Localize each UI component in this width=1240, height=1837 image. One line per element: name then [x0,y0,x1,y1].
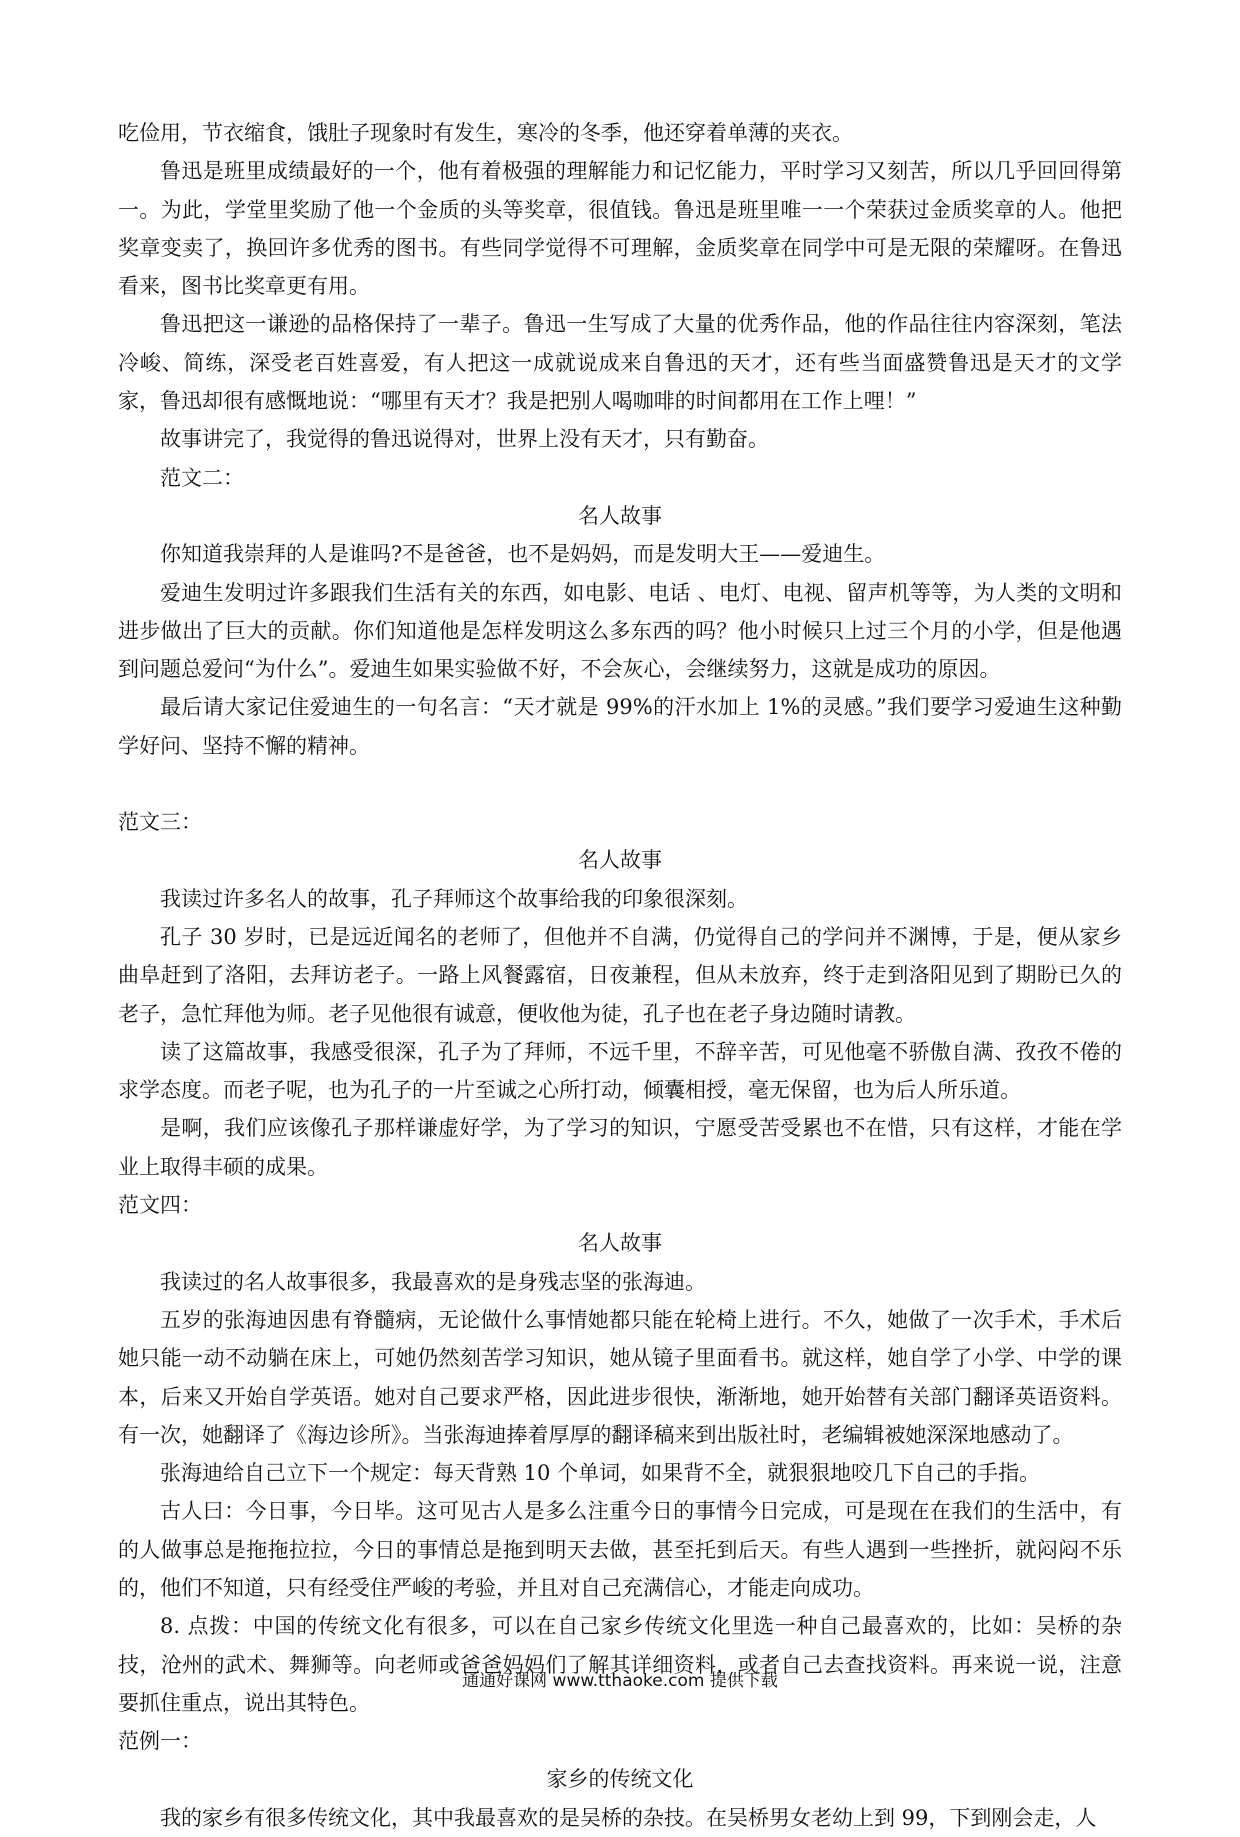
page-footer: 通通好课网 www.tthaoke.com 提供下载 [462,1671,778,1691]
essay-title: 名人故事 [578,848,662,873]
paragraph-lu-xun-conclusion: 故事讲完了，我觉得的鲁迅说得对，世界上没有天才，只有勤奋。 [160,427,769,452]
paragraph-lu-xun-poverty: 吃俭用，节衣缩食，饿肚子现象时有发生，寒冷的冬季，他还穿着单薄的夹衣。 [118,121,853,145]
document-body [118,114,1122,1837]
paragraph-wuqiao-acrobatics: 我的家乡有很多传统文化，其中我最喜欢的是吴桥的杂技。在吴桥男女老幼上到 99，下到刚会走，人 [160,1805,1097,1830]
section-label-fanwen-2: 范文二： [160,465,244,490]
paragraph-confucius-conclusion: 是啊，我们应该像孔子那样谦虚好学，为了学习的知识，宁愿受苦受累也不在惜，只有这样，才能在学业上取得丰硕的成果。 [118,1116,1122,1179]
blank-line [118,765,1122,803]
paragraph-lu-xun-humility: 鲁迅把这一谦逊的品格保持了一辈子。鲁迅一生写成了大量的优秀作品，他的作品往往内容深刻，笔法冷峻、简练，深受老百姓喜爱，有人把这一成就说成来自鲁迅的天才，还有些当面盛赞鲁迅是天才的文学家，鲁迅却很有感慨地说：“哪里有天才？我是把别人喝咖啡的时间都用在工作上哩！” [118,312,1122,414]
paragraph-zhang-haidi-conclusion: 古人曰：今日事，今日毕。这可见古人是多么注重今日的事情今日完成，可是现在在我们的生活中，有的人做事总是拖拖拉拉，今日的事情总是拖到明天去做，甚至托到后天。有些人遇到一些挫折，就闷闷不乐的，他们不知道，只有经受住严峻的考验，并且对自己充满信心，才能走向成功。 [118,1499,1122,1600]
paragraph-edison-intro: 你知道我崇拜的人是谁吗?不是爸爸，也不是妈妈，而是发明大王——爱迪生。 [160,542,886,567]
paragraph-zhang-haidi-rule: 张海迪给自己立下一个规定：每天背熟 10 个单词，如果背不全，就狠狠地咬几下自己的手指。 [160,1461,1041,1486]
section-label-fanli-1: 范例一： [118,1729,202,1754]
section-label-fanwen-4: 范文四： [118,1193,202,1218]
paragraph-confucius-journey: 孔子 30 岁时，已是远近闻名的老师了，但他并不自满，仍觉得自己的学问并不渊博，于是，便从家乡曲阜赶到了洛阳，去拜访老子。一路上风餐露宿，日夜兼程，但从未放弃，终于走到洛阳见到了期盼已久的老子，急忙拜他为师。老子见他很有诚意，便收他为徒，孔子也在老子身边随时请教。 [118,924,1122,1026]
paragraph-tip-8: 8. 点拨：中国的传统文化有很多，可以在自己家乡传统文化里选一种自己最喜欢的，比如：吴桥的杂技，沧州的武术、舞狮等。向老师或爸爸妈妈们了解其详细资料，或者自己去查找资料。再来说一说，注意要抓住重点，说出其特色。 [118,1614,1122,1715]
paragraph-edison-quote: 最后请大家记住爱迪生的一句名言：“天才就是 99%的汗水加上 1%的灵感。”我们要学习爱迪生这种勤学好问、坚持不懈的精神。 [118,695,1122,758]
essay-title: 名人故事 [578,503,662,528]
essay-title-hometown-culture: 家乡的传统文化 [546,1767,694,1792]
section-label-fanwen-3: 范文三： [118,810,202,835]
paragraph-lu-xun-medal: 鲁迅是班里成绩最好的一个，他有着极强的理解能力和记忆能力，平时学习又刻苦，所以几乎回回得第一。为此，学堂里奖励了他一个金质的头等奖章，很值钱。鲁迅是班里唯一一个荣获过金质奖章的人。他把奖章变卖了，换回许多优秀的图书。有些同学觉得不可理解，金质奖章在同学中可是无限的荣耀呀。在鲁迅看来，图书比奖章更有用。 [118,159,1122,299]
paragraph-zhang-haidi-intro: 我读过的名人故事很多，我最喜欢的是身残志坚的张海迪。 [160,1269,706,1294]
paragraph-confucius-intro: 我读过许多名人的故事，孔子拜师这个故事给我的印象很深刻。 [160,886,748,911]
paragraph-zhang-haidi-story: 五岁的张海迪因患有脊髓病，无论做什么事情她都只能在轮椅上进行。不久，她做了一次手术，手术后她只能一动不动躺在床上，可她仍然刻苦学习知识，她从镜子里面看书。就这样，她自学了小学、中学的课本，后来又开始自学英语。她对自己要求严格，因此进步很快，渐渐地，她开始替有关部门翻译英语资料。有一次，她翻译了《海边诊所》。当张海迪捧着厚厚的翻译稿来到出版社时，老编辑被她深深地感动了。 [118,1307,1122,1447]
essay-title: 名人故事 [578,1231,662,1256]
paragraph-confucius-reflection: 读了这篇故事，我感受很深，孔子为了拜师，不远千里，不辞辛苦，可见他毫不骄傲自满、孜孜不倦的求学态度。而老子呢，也为孔子的一片至诚之心所打动，倾囊相授，毫无保留，也为后人所乐道。 [118,1039,1122,1103]
paragraph-edison-inventions: 爱迪生发明过许多跟我们生活有关的东西，如电影、电话 、电灯、电视、留声机等等，为人类的文明和进步做出了巨大的贡献。你们知道他是怎样发明这么多东西的吗？他小时候只上过三个月的小学，但是他遇到问题总爱问“为什么”。爱迪生如果实验做不好，不会灰心，会继续努力，这就是成功的原因。 [118,580,1122,682]
